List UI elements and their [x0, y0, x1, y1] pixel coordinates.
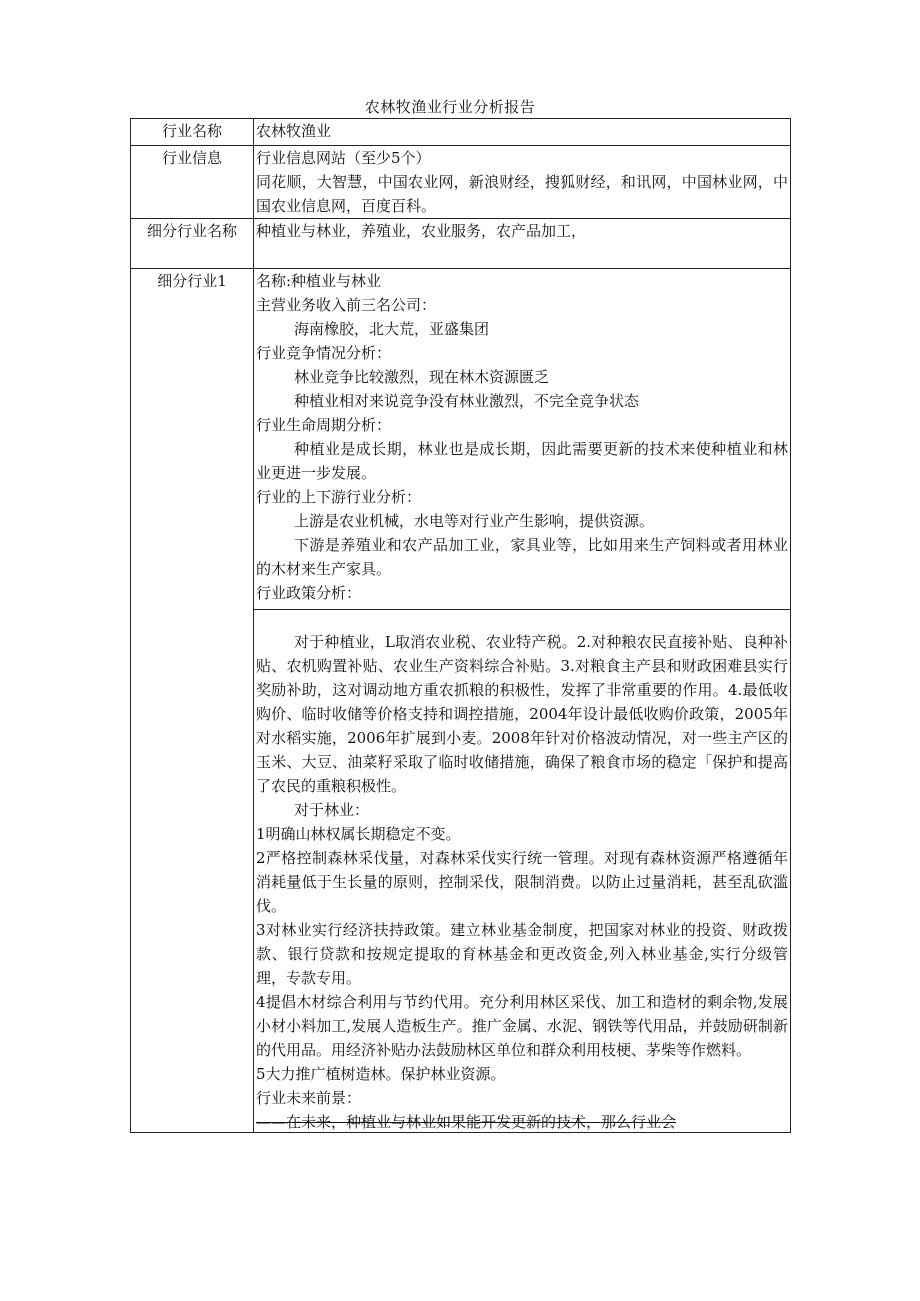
- forest-policy-2: 2严格控制森林采伐量，对森林采伐实行统一管理。对现有森林资源严格遵循年消耗量低于生长量的原则，控制采伐，限制消费。以防止过量消耗，甚至乱砍滥伐。: [256, 849, 788, 915]
- row-label-industry-name: 行业名称: [131, 119, 254, 146]
- table-row: [131, 146, 791, 219]
- row-label-industry-info: 行业信息: [131, 146, 254, 219]
- lifecycle-text: 种植业是成长期，林业也是成长期，因此需要更新的技术来使种植业和林业更进一步发展。: [256, 440, 788, 482]
- info-sites-heading: 行业信息网站（至少5个）: [256, 149, 431, 167]
- industry-name-value: 农林牧渔业: [254, 119, 791, 146]
- industry-info-cell: [254, 146, 791, 219]
- document-title: 农林牧渔业行业分析报告: [364, 98, 536, 116]
- policy-heading: 行业政策分析：: [256, 584, 362, 602]
- future-text: ——在未来，种植业与林业如果能开发更新的技术，那么行业会: [256, 1113, 677, 1131]
- downstream-text: 下游是养殖业和农产品加工业，家具业等，比如用来生产饲料或者用林业的木材来生产家具。: [256, 536, 788, 578]
- chain-heading: 行业的上下游行业分析：: [256, 488, 422, 506]
- segment-1-cell: [254, 269, 791, 1133]
- report-table: [130, 118, 791, 1133]
- forest-policy-5: 5大力推广植树造林。保护林业资源。: [256, 1065, 506, 1083]
- policy-forest-heading: 对于林业：: [294, 801, 370, 819]
- row-label-segment-1: 细分行业1: [131, 269, 254, 1133]
- upstream-text: 上游是农业机械，水电等对行业产生影响，提供资源。: [294, 512, 655, 530]
- competition-forestry: 林业竞争比较激烈，现在林木资源匮乏: [294, 368, 550, 386]
- future-heading: 行业未来前景：: [256, 1089, 362, 1107]
- top3-companies: 海南橡胶，北大荒，亚盛集团: [294, 320, 490, 338]
- forest-policy-1: 1明确山林权属长期稳定不变。: [256, 825, 461, 843]
- competition-planting: 种植业相对来说竞争没有林业激烈，不完全竞争状态: [294, 392, 640, 410]
- table-row: [131, 119, 791, 146]
- table-row: [131, 269, 791, 1133]
- segments-value: 种植业与林业，养殖业，农业服务，农产品加工，: [254, 219, 791, 269]
- competition-heading: 行业竞争情况分析：: [256, 344, 392, 362]
- policy-planting-text: 对于种植业，L取消农业税、农业特产税。2.对种粮农民直接补贴、良种补贴、农机购置补贴、农业生产资料综合补贴。3.对粮食主产县和财政困难县实行奖励补助，这对调动地方重农抓粮的积极性，发挥了非常重要的作用。4.最低收购价、临时收储等价格支持和调控措施，2004年设计最低收购价政策，2005年对水稻实施，2006年扩展到小麦。2008年针对价格波动情况，对一些主产区的玉米、大豆、油菜籽采取了临时收储措施，确保了粮食市场的稳定「保护和提高了农民的重粮积极性。: [256, 633, 788, 795]
- policy-divider: [254, 609, 790, 630]
- lifecycle-heading: 行业生命周期分析：: [256, 416, 392, 434]
- forest-policy-4: 4提倡木材综合利用与节约代用。充分利用林区采伐、加工和造材的剩余物,发展小材小料加工,发展人造板生产。推广金属、水泥、钢铁等代用品，并鼓励研制新的代用品。用经济补贴办法鼓励林区单位和群众利用枝梗、茅柴等作燃料。: [256, 993, 788, 1059]
- table-row: [131, 219, 791, 269]
- row-label-segments: 细分行业名称: [131, 219, 254, 269]
- info-sites-text: 同花顺，大智慧，中国农业网，新浪财经，搜狐财经，和讯网，中国林业网，中国农业信息网，百度百科。: [256, 173, 788, 215]
- segment-name: 名称:种植业与林业: [256, 272, 382, 290]
- top3-heading: 主营业务收入前三名公司：: [256, 296, 437, 314]
- forest-policy-3: 3对林业实行经济扶持政策。建立林业基金制度，把国家对林业的投资、财政拨款、银行贷款和按规定提取的育林基金和更改资金,列入林业基金,实行分级管理，专款专用。: [256, 921, 788, 987]
